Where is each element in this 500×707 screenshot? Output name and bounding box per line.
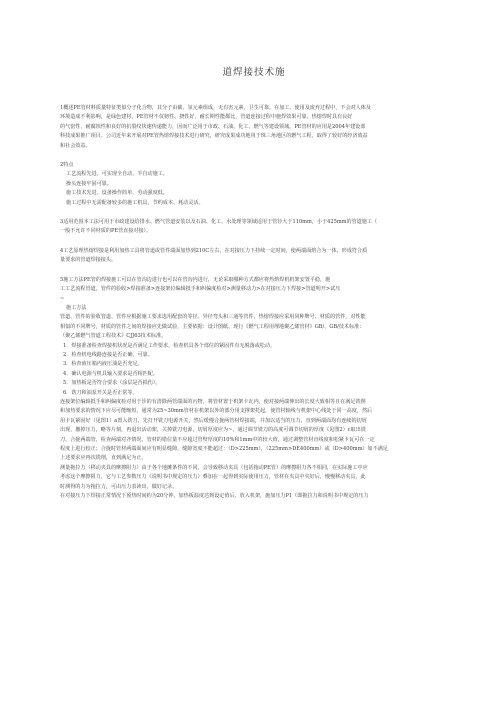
section-construction	[60, 276, 448, 502]
list-item: 4．确认电源与机具输入要求是否相匹配。	[63, 370, 158, 377]
list-item: 5．加热板是否符合要求（涂层是否损伤）。	[63, 380, 161, 387]
paragraph-line: 时测得的力为拖拉力，可由压力表读出，做好记录。	[60, 483, 178, 490]
paragraph-line: 出现，撤掉压力，略等片刻，再退出活动架，关掉铣刀电源，切屑厚度应为~，通过调节铣刀的高度可调节切屑的厚度《见图2）c取出铣	[60, 427, 366, 434]
paragraph-line: 上述要求应再次铣削，直到满足为止。	[60, 455, 147, 462]
paragraph-line: 4工艺原理热熔焊接是利用加热工具将管道或管件端面加热到210C左右，在对接压力下持续一定时间，使两端面熔合为一体，形成符合质	[60, 247, 368, 254]
paragraph-line: 工工艺流程管道，管件的验收>焊接准备>连接架位编辑抵手和纠偏度检对>测量移动力>在对接压力下焊接>管道明开>试压	[60, 286, 341, 293]
section-heading: 施工方法	[66, 304, 87, 311]
list-item: 1．焊接准备检查焊接机状况是否满足工作要求，检查机具各个部位的紧固件有无脱落或松动。	[63, 342, 276, 349]
section-overview	[60, 104, 448, 151]
paragraph-line: 在对接压力下焊接正常情况下预热时间约为20分钟，加热板温度达到设定值后，放入机架，施加压力P1（即拖拉力和说明书中规定的压力	[60, 493, 369, 500]
paragraph-line: （聚乙烯燃气管道工程技术》CJJ63技术标准。	[60, 333, 167, 340]
list-item: 6．铣刀和油泵开关是否正常等。	[63, 389, 138, 396]
paragraph-line: 考虑这个摩擦阻力，它与工艺参数压力《说明书中规定的压力）叠加在一起得到实际使用压力，管材在夹具中夹好后，慢慢移动夹具，此	[60, 474, 366, 481]
paragraph-line: 相似的不同牌号，材质的管件之间的焊接应先做试验，主要依据：设计图纸、现行《燃气工程用埋地聚乙烯管材》GB/、GB/技术标准：	[60, 323, 365, 330]
paragraph-line: 管道、管件的验收管道、管件应根据施工要求选用配套的等径、异径弯头和三通等管件，热熔焊接应采用同种牌号、材质的管件，对性能	[60, 314, 366, 321]
list-item: 工艺流程先进，可实现全自动，半自动施工。	[66, 171, 168, 178]
paragraph-line: 用卡瓦紧固好（见图1）a置入铣刀，先打开铣刀电源开关，然后缓慢合拢两管材焊接端，并加以适当的压力，直到两端面均有连续的切屑	[60, 417, 367, 424]
paragraph-line: 程度上进行校正；合拢时管材两端面间应有明显缝隙，缝隙宽度不能超过：（D>225mm），（225mm>DE400mm）或（D>400mm）如不满足	[60, 446, 388, 452]
section-scope	[60, 218, 448, 237]
list-item: 3．检查液压箱内液压油是否充足。	[63, 361, 143, 368]
section-principle	[60, 247, 448, 266]
paragraph-line: 和加热要求的情况下应尽可能缩短，通常为25~30mm管材在机架以外的部分用支撑架托起，使管材轴线与机架中心线处于同一高度，然后	[60, 408, 373, 415]
section-heading: 2特点	[60, 162, 74, 169]
list-item: 2．检查机电线路连接是否正确，可靠。	[63, 351, 153, 358]
paragraph-line: 3适用范围本工法可用于市政建设给排水、燃气管道安装以及石油、化工、水处理等领域适用于管径大于110mm，小于425mm的管道施工（	[60, 219, 378, 226]
paragraph-line: 1概述PE管材料质量特征类似分子化合物，其分子由碳、氢元素组成，无有害元素，卫生可靠。在加工、使用及废弃过程中，不会对人体及	[60, 105, 371, 111]
paragraph-line: 连接架位编辑抵手和纠偏度检对用于诊的有清除两管端面的污物，将管材置于机架卡瓦内，使对接两端伸出的长度大致相等且在满足铣削	[60, 398, 366, 405]
list-item: 施工过程中无需配备较多的施工机具，节约成本、耗动灵活。	[66, 199, 204, 206]
section-features	[60, 161, 448, 208]
paragraph-line: 科技成果推广项目。公司近年来开展对PE管热熔焊接技术进行研究，研究成果成功地用于珠三角地区的燃气工程，取得了较好的经济效益	[60, 133, 368, 140]
paragraph-line: 5施工方法PE管的焊接施工可以在管沟边进行也可以在管沟内进行，无论采取哪种方式都应将热熔焊机机架安置平稳，施	[60, 276, 331, 283]
paragraph-line: 的气密性，耐腐蚀性和良好的抗裂纹快速传递能力，因而广泛用于市政、石油、化工、燃气等建设领域。PE管材的应用是2004年建设部	[60, 123, 366, 130]
list-item: 操头连接牢固可靠。	[66, 180, 112, 187]
paragraph-line: 一般不允许不同材质的PE管直接对接）。	[60, 228, 152, 235]
paragraph-line: 和社会效益。	[60, 142, 91, 149]
paragraph-line: ~	[60, 295, 65, 302]
list-item: 施工技术先进，设备操作简单，劳动强度低。	[66, 190, 168, 197]
paragraph-line: 量要求的管道焊接接头。	[60, 257, 117, 264]
document-title: 道焊接技术施	[222, 67, 286, 78]
paragraph-line: 测量拖拉力（移动夹具的摩擦阻力）由于各个地摊条件的不同，会导致移动夹具（包括拖动PE管）的摩擦阻力各不相同，在实际施工中应	[60, 464, 368, 471]
paragraph-line: 环境造成不利影响，是绿色建材。PE管材不仅韧性、挠性好，耐长期性能都比，管道连接过程中施焊效果可靠，热熔焊时具有良好	[60, 114, 353, 121]
paragraph-line: 刀，合拢两端管，检查两端对齐情况，管材的错位量不应超过管壁厚度的10%和1mm中的较大值，通过调整管材直线度和松紧卡瓦可在一定	[60, 436, 375, 443]
